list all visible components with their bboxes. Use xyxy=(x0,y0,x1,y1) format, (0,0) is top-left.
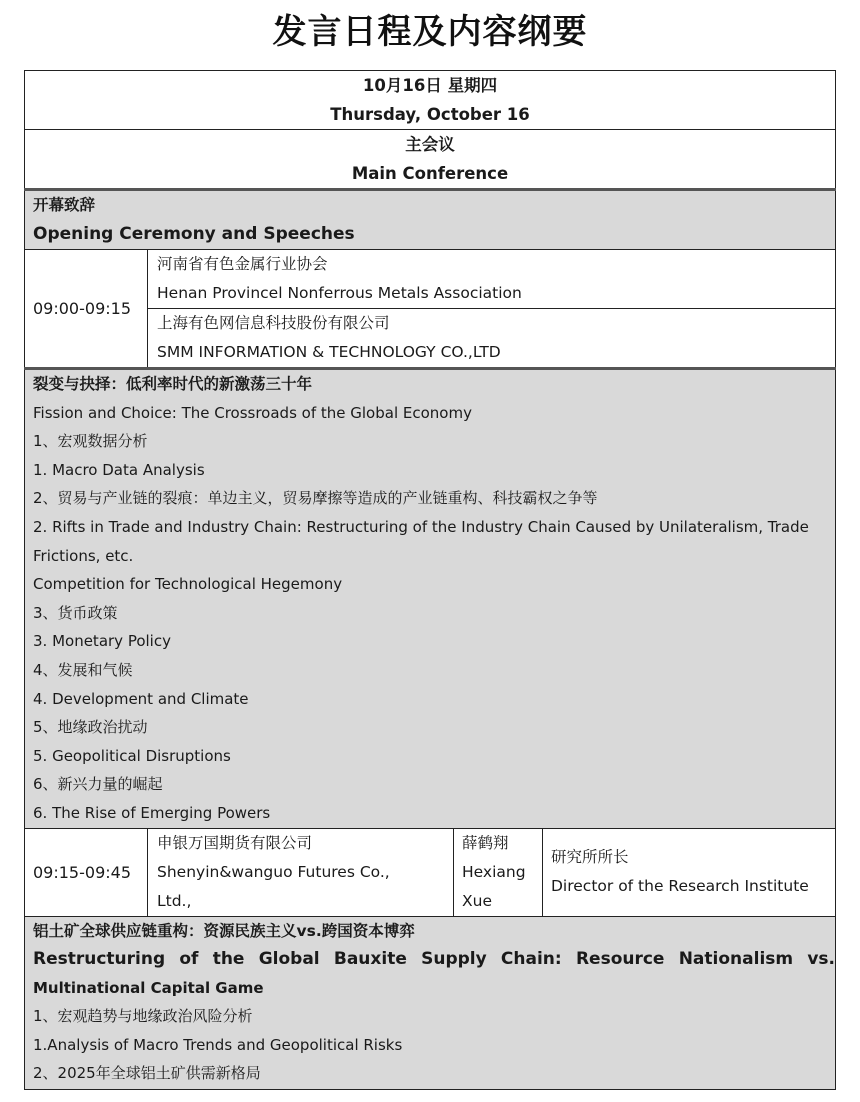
agenda-line: 2. Rifts in Trade and Industry Chain: Restructuring of the Industry Chain Caused by Unilateralism, Trade xyxy=(33,517,809,536)
agenda-line: 2、2025年全球铝土矿供需新格局 xyxy=(33,1064,261,1083)
bauxite-section-cell xyxy=(25,916,836,1089)
agenda-line: 5、地缘政治扰动 xyxy=(33,718,148,737)
agenda-line: 3. Monetary Policy xyxy=(33,632,171,651)
fission-section-row xyxy=(25,369,836,829)
conference-header-row xyxy=(25,130,836,190)
agenda-line: 1. Macro Data Analysis xyxy=(33,460,205,479)
page-title: 发言日程及内容纲要 xyxy=(272,12,588,52)
org-2-en: SMM INFORMATION & TECHNOLOGY CO.,LTD xyxy=(157,343,501,361)
agenda-line: 6. The Rise of Emerging Powers xyxy=(33,803,271,822)
opening-title-zh: 开幕致辞 xyxy=(33,196,96,214)
opening-org-2 xyxy=(148,309,836,369)
speaker-time: 09:15-09:45 xyxy=(25,828,148,916)
opening-org-1 xyxy=(148,250,836,309)
agenda-line: 3、货币政策 xyxy=(33,603,118,622)
opening-org-row xyxy=(25,250,836,309)
speaker-org-en-2: Ltd., xyxy=(157,891,192,910)
speaker-role-en: Director of the Research Institute xyxy=(551,877,809,895)
speaker-org xyxy=(148,828,454,916)
agenda-line: 4、发展和气候 xyxy=(33,660,133,679)
bauxite-title-en-1: Restructuring of the Global Bauxite Supply Chain: Resource Nationalism vs. xyxy=(33,949,836,970)
org-1-en: Henan Provincel Nonferrous Metals Association xyxy=(157,284,522,302)
conference-header-cell xyxy=(25,130,836,190)
opening-time: 09:00-09:15 xyxy=(25,250,148,369)
schedule-table xyxy=(24,70,836,1090)
opening-title-en: Opening Ceremony and Speeches xyxy=(33,224,355,244)
date-en: Thursday, October 16 xyxy=(330,105,530,124)
org-2-zh: 上海有色网信息科技股份有限公司 xyxy=(157,314,390,332)
agenda-line: Frictions, etc. xyxy=(33,546,134,565)
date-header-cell xyxy=(25,71,836,130)
opening-section-cell xyxy=(25,190,836,250)
speaker-row xyxy=(25,828,836,916)
date-zh: 10月16日 星期四 xyxy=(362,76,498,95)
bauxite-section-row xyxy=(25,916,836,1089)
agenda-line: 2、贸易与产业链的裂痕：单边主义，贸易摩擦等造成的产业链重构、科技霸权之争等 xyxy=(33,489,598,508)
fission-title-zh: 裂变与抉择：低利率时代的新激荡三十年 xyxy=(33,375,313,393)
speaker-role xyxy=(543,828,836,916)
org-1-zh: 河南省有色金属行业协会 xyxy=(157,255,328,273)
speaker-name-en-2: Xue xyxy=(462,891,492,910)
agenda-line: 1.Analysis of Macro Trends and Geopolitical Risks xyxy=(33,1035,403,1054)
agenda-line: 5. Geopolitical Disruptions xyxy=(33,746,231,765)
agenda-line: Fission and Choice: The Crossroads of the Global Economy xyxy=(33,403,472,422)
speaker-org-zh: 申银万国期货有限公司 xyxy=(157,833,313,852)
conference-zh: 主会议 xyxy=(405,135,455,154)
agenda-line: 1、宏观数据分析 xyxy=(33,432,148,451)
speaker-name-zh: 薛鹤翔 xyxy=(462,833,509,852)
bauxite-title-en-2: Multinational Capital Game xyxy=(33,978,264,997)
opening-section-row xyxy=(25,190,836,250)
agenda-line: 1、宏观趋势与地缘政治风险分析 xyxy=(33,1007,253,1026)
speaker-name-en-1: Hexiang xyxy=(462,862,526,881)
agenda-line: Competition for Technological Hegemony xyxy=(33,575,343,594)
bauxite-title-zh: 铝土矿全球供应链重构：资源民族主义vs.跨国资本博弈 xyxy=(33,921,415,940)
speaker-name xyxy=(454,828,543,916)
speaker-org-en-1: Shenyin&wanguo Futures Co., xyxy=(157,862,390,881)
agenda-line: 6、新兴力量的崛起 xyxy=(33,775,163,794)
speaker-role-zh: 研究所所长 xyxy=(551,848,629,866)
fission-section-cell xyxy=(25,369,836,829)
agenda-line: 4. Development and Climate xyxy=(33,689,249,708)
conference-en: Main Conference xyxy=(351,164,509,183)
date-header-row xyxy=(25,71,836,130)
